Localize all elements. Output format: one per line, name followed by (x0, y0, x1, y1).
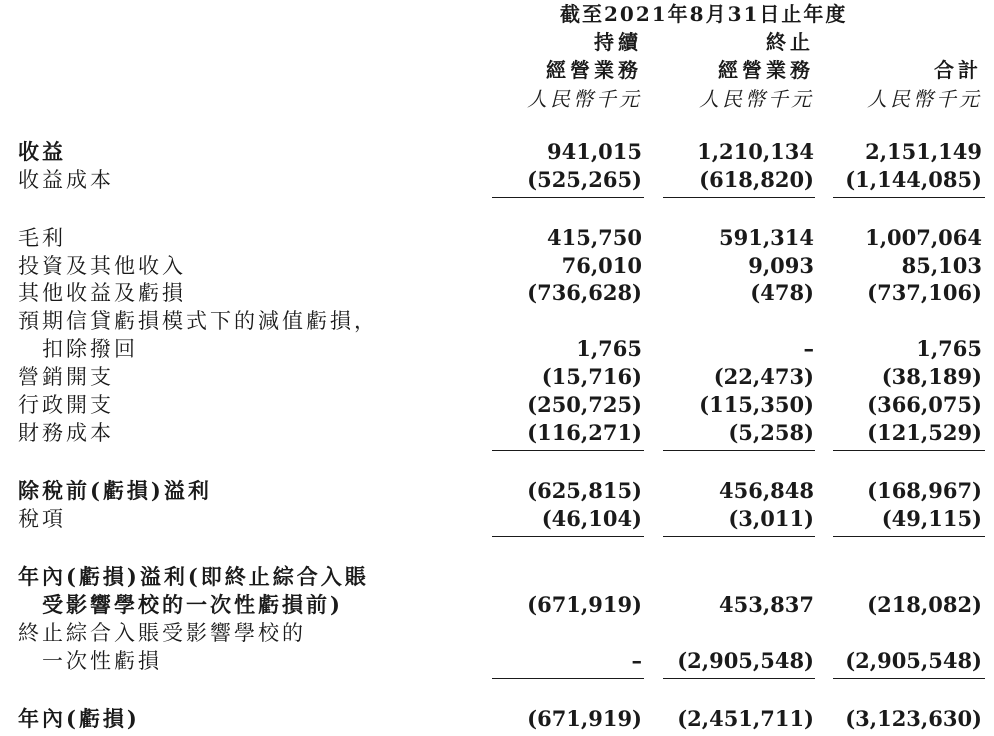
value-total: 1,007,064 (865, 225, 982, 250)
row-label: 終止綜合入賬受影響學校的 (18, 621, 306, 645)
table-row-revenue (0, 138, 994, 166)
col1-currency: 人民幣千元 (527, 87, 642, 111)
row-label: 除稅前(虧損)溢利 (18, 478, 212, 503)
row-label: 投資及其他收入 (18, 254, 186, 278)
value-total: (1,144,085) (845, 167, 982, 192)
col3-header-line2: 合計 (934, 58, 982, 82)
value-continuing: (671,919) (527, 592, 642, 617)
row-label: 收益成本 (18, 168, 114, 192)
value-discontinued: 456,848 (719, 478, 814, 503)
value-continuing: 415,750 (547, 225, 642, 250)
table-row-investment-income (0, 252, 994, 280)
value-discontinued: (22,473) (713, 364, 814, 389)
row-label: 稅項 (18, 507, 66, 531)
value-discontinued: (3,011) (728, 506, 814, 531)
value-discontinued: 591,314 (719, 225, 814, 250)
value-discontinued: 9,093 (748, 253, 814, 278)
value-total: 85,103 (901, 253, 982, 278)
value-continuing: (625,815) (527, 478, 642, 503)
value-total: (49,115) (881, 506, 982, 531)
col2-header-line2: 經營業務 (718, 58, 814, 82)
subtotal-rule (833, 536, 985, 537)
value-total: (121,529) (867, 420, 982, 445)
row-label: 受影響學校的一次性虧損前) (42, 592, 343, 617)
subtotal-rule (492, 197, 644, 198)
table-row-selling (0, 363, 994, 391)
value-total: (38,189) (881, 364, 982, 389)
value-discontinued: (2,451,711) (677, 706, 814, 731)
subtotal-rule (833, 450, 985, 451)
value-discontinued: 1,210,134 (697, 139, 814, 164)
table-row-loss-for-year (0, 705, 994, 733)
row-label: 其他收益及虧損 (18, 281, 186, 305)
row-label: 扣除撥回 (42, 337, 138, 361)
value-continuing: (736,628) (527, 280, 642, 305)
col1-header-line2: 經營業務 (546, 58, 642, 82)
value-continuing: (46,104) (541, 506, 642, 531)
subtotal-rule (663, 197, 815, 198)
value-discontinued: (478) (750, 280, 814, 305)
value-continuing: (671,919) (527, 706, 642, 731)
value-discontinued: (2,905,548) (677, 648, 814, 673)
subtotal-rule (492, 678, 644, 679)
value-continuing: (250,725) (527, 392, 642, 417)
table-row-profit-before-one-off (0, 591, 994, 619)
table-row-gross-profit (0, 224, 994, 252)
row-label: 毛利 (18, 226, 66, 250)
value-discontinued: (115,350) (699, 392, 814, 417)
subtotal-rule (663, 450, 815, 451)
value-continuing: (116,271) (527, 420, 642, 445)
row-label: 財務成本 (18, 421, 114, 445)
value-continuing: – (631, 648, 642, 673)
value-discontinued: (5,258) (728, 420, 814, 445)
subtotal-rule (492, 536, 644, 537)
value-total: (168,967) (867, 478, 982, 503)
subtotal-rule (663, 536, 815, 537)
row-label: 年內(虧損) (18, 706, 140, 731)
table-row-admin (0, 391, 994, 419)
table-row-deconsolidation-loss (0, 647, 994, 675)
value-total: (737,106) (867, 280, 982, 305)
subtotal-rule (833, 678, 985, 679)
table-row-profit-before-tax (0, 477, 994, 505)
table-row-ecl (0, 335, 994, 363)
table-row-profit-heading (0, 563, 994, 591)
value-continuing: 941,015 (547, 139, 642, 164)
col2-header-line1: 終止 (766, 30, 814, 54)
row-label: 年內(虧損)溢利(即終止綜合入賬 (18, 564, 369, 589)
row-label: 收益 (18, 139, 66, 164)
subtotal-rule (663, 678, 815, 679)
value-total: (3,123,630) (845, 706, 982, 731)
table-row-ecl-heading (0, 307, 994, 335)
value-continuing: (525,265) (527, 167, 642, 192)
value-continuing: 76,010 (561, 253, 642, 278)
value-discontinued: – (803, 336, 814, 361)
subtotal-rule (833, 197, 985, 198)
col2-currency: 人民幣千元 (699, 87, 814, 111)
col1-header-line1: 持續 (594, 30, 642, 54)
value-total: (366,075) (867, 392, 982, 417)
row-label: 行政開支 (18, 393, 114, 417)
value-total: 1,765 (916, 336, 982, 361)
table-row-tax (0, 505, 994, 533)
period-heading: 截至2021年8月31日止年度 (560, 2, 848, 26)
value-total: (2,905,548) (845, 648, 982, 673)
value-continuing: 1,765 (576, 336, 642, 361)
value-total: 2,151,149 (865, 139, 982, 164)
table-row-finance (0, 419, 994, 447)
row-label: 營銷開支 (18, 365, 114, 389)
table-row-other-gains (0, 279, 994, 307)
table-row-cost-of-revenue (0, 166, 994, 194)
value-discontinued: (618,820) (699, 167, 814, 192)
value-total: (218,082) (867, 592, 982, 617)
row-label: 一次性虧損 (42, 649, 162, 673)
value-discontinued: 453,837 (719, 592, 814, 617)
table-row-deconsolidation-heading (0, 619, 994, 647)
subtotal-rule (492, 450, 644, 451)
row-label: 預期信貸虧損模式下的減值虧損， (18, 309, 378, 333)
col3-currency: 人民幣千元 (867, 87, 982, 111)
value-continuing: (15,716) (541, 364, 642, 389)
